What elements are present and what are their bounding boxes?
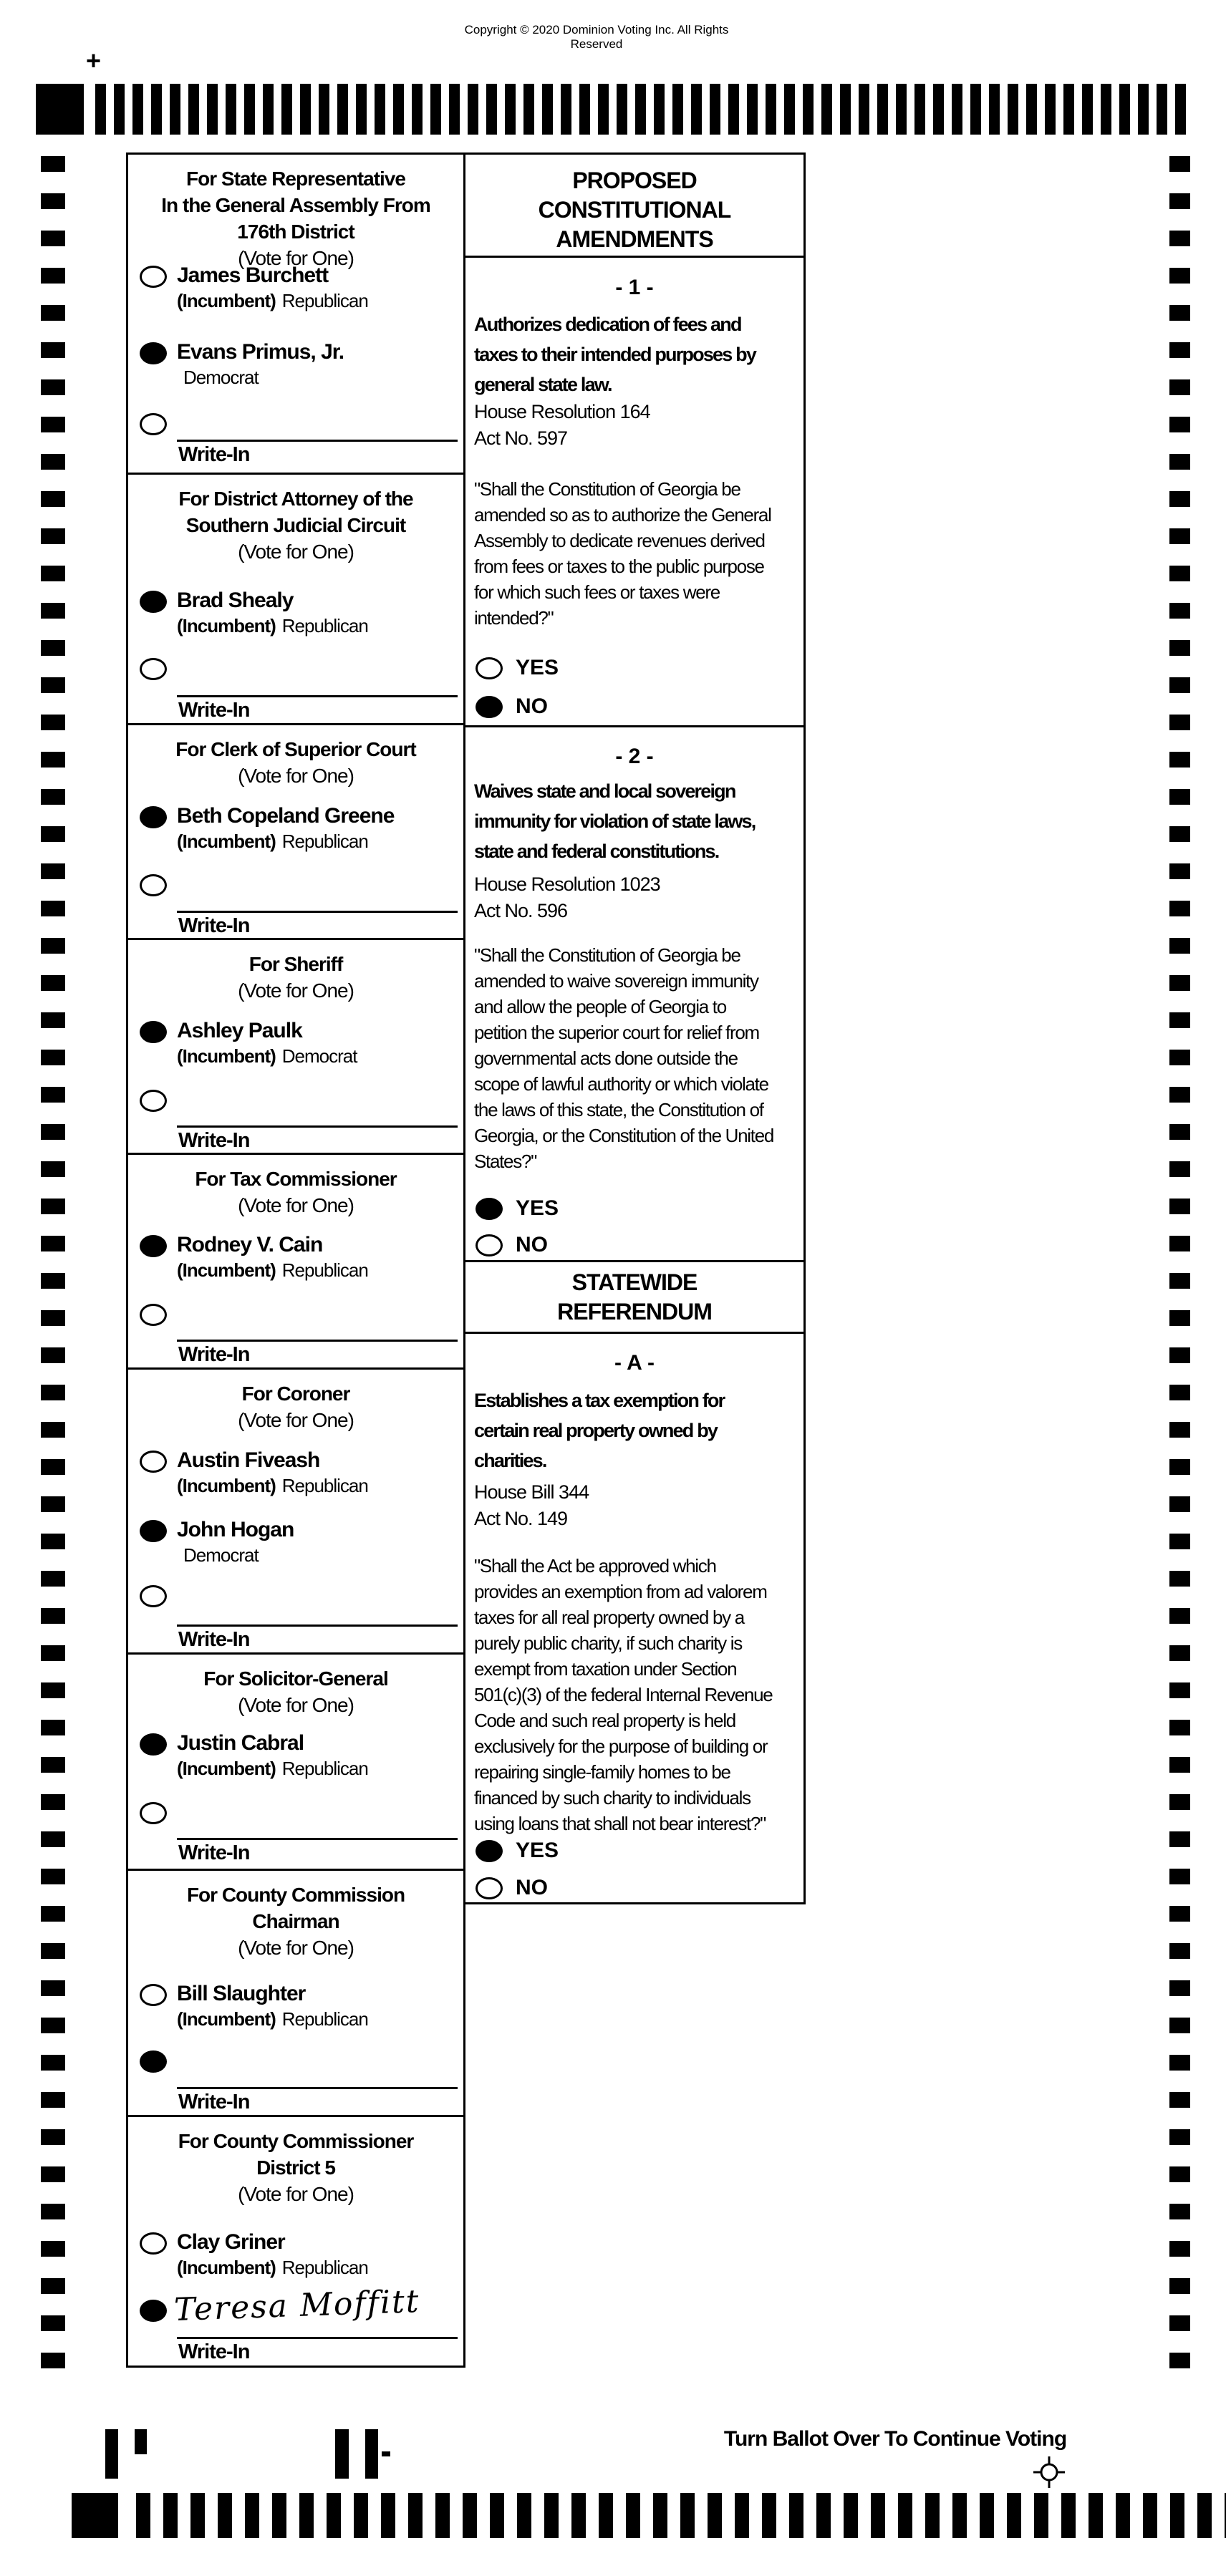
footer-barcode-mark [335, 2429, 349, 2479]
candidate-name: Ashley Paulk [177, 1019, 302, 1042]
race-title: For Coroner [241, 1383, 350, 1405]
write-in-handwriting: Teresa Moffitt [173, 2283, 421, 2328]
yes-oval[interactable] [476, 1198, 503, 1220]
measure-question: "Shall the Constitution of Georgia be amended so as to authorize the General Assembly to dedicate revenues derived from fees or taxes to the public purpose for which such fees or taxes were intended?" [474, 478, 771, 629]
ballot-oval[interactable] [140, 806, 167, 828]
candidate-party-line [177, 1757, 368, 1780]
yes-row [476, 656, 559, 680]
party-label: Republican [281, 1758, 368, 1779]
race-state-representative [126, 152, 465, 475]
yes-label: YES [516, 1196, 559, 1220]
candidate-row [140, 339, 344, 389]
yes-row [476, 1839, 559, 1863]
footer-barcode-mark [365, 2429, 378, 2479]
no-oval[interactable] [476, 1234, 503, 1256]
write-in-line[interactable] [177, 2087, 458, 2089]
candidate-name: John Hogan [177, 1518, 294, 1541]
candidate-row [140, 803, 394, 853]
vote-for-one-label: (Vote for One) [238, 1194, 354, 1216]
vote-for-one-label: (Vote for One) [238, 247, 354, 269]
ballot-oval[interactable] [140, 1520, 167, 1542]
write-in-oval[interactable] [140, 413, 167, 435]
write-in-oval[interactable] [140, 2300, 167, 2322]
write-in-label: Write-In [178, 1841, 250, 1864]
no-oval[interactable] [476, 1877, 503, 1899]
crosshair-registration-icon [1032, 2455, 1066, 2493]
party-label: Republican [281, 2257, 368, 2278]
write-in-line[interactable] [177, 911, 458, 913]
vote-for-one-label: (Vote for One) [238, 979, 354, 1002]
party-label: Republican [281, 831, 368, 852]
candidate-name: Evans Primus, Jr. [177, 340, 344, 364]
vote-for-one-label: (Vote for One) [238, 1694, 354, 1716]
candidate-party-line [177, 1045, 357, 1067]
candidate-name: Clay Griner [177, 2230, 285, 2254]
candidate-name: Bill Slaughter [177, 1982, 306, 2005]
ballot-oval[interactable] [140, 342, 167, 364]
incumbent-label: (Incumbent) [177, 2008, 276, 2030]
write-in-oval[interactable] [140, 1304, 167, 1326]
write-in-oval[interactable] [140, 1090, 167, 1112]
incumbent-label: (Incumbent) [177, 615, 276, 636]
ballot-oval[interactable] [140, 1984, 167, 2006]
candidate-party-line [177, 1474, 368, 1497]
race-solicitor-general [126, 1652, 465, 1871]
write-in-oval[interactable] [140, 2050, 167, 2073]
write-in-oval[interactable] [140, 1585, 167, 1607]
timing-marks-bottom [136, 2493, 1226, 2538]
race-coroner [126, 1367, 465, 1655]
candidate-party-line [177, 2256, 368, 2279]
incumbent-label: (Incumbent) [177, 1045, 276, 1067]
no-label: NO [516, 1233, 548, 1256]
turn-ballot-over-text: Turn Ballot Over To Continue Voting [723, 2427, 1067, 2451]
candidate-party-line [177, 1259, 368, 1282]
ballot-oval[interactable] [140, 266, 167, 288]
ballot-oval[interactable] [140, 1021, 167, 1043]
write-in-line[interactable] [177, 1838, 458, 1840]
amendments-header: PROPOSED CONSTITUTIONAL AMENDMENTS [538, 168, 731, 252]
measure-amendment-1 [463, 256, 806, 727]
race-title: For Sheriff [248, 953, 343, 975]
vote-for-one-label: (Vote for One) [238, 1937, 354, 1959]
timing-marks-right-edge [1169, 156, 1190, 2384]
candidate-row [140, 263, 368, 312]
referendum-header: STATEWIDE REFERENDUM [557, 1269, 712, 1325]
ballot-oval[interactable] [140, 1235, 167, 1257]
write-in-label: Write-In [178, 1628, 250, 1651]
party-label: Democrat [281, 1045, 357, 1067]
footer-barcode-mark [105, 2429, 118, 2479]
candidate-name: Beth Copeland Greene [177, 804, 395, 828]
candidate-party-line [177, 830, 394, 853]
yes-label: YES [516, 656, 559, 679]
measure-summary: Authorizes dedication of fees and taxes to their intended purposes by general state law. [474, 314, 756, 395]
timing-mark-block-top-left [36, 84, 84, 135]
measure-question: "Shall the Constitution of Georgia be amended to waive sovereign immunity and allow the people of Georgia to petition the superior court for relief from governmental acts done outside the scope of lawful authority or which violate the laws of this state, the Constitution of Georgia, or the Constitution of the United States?" [474, 944, 774, 1172]
vote-for-one-label: (Vote for One) [238, 765, 354, 787]
party-label: Republican [281, 290, 368, 311]
candidate-party-line [177, 289, 368, 312]
candidate-name: Rodney V. Cain [177, 1233, 323, 1256]
candidate-row [140, 2229, 368, 2279]
candidate-party-line [177, 1544, 294, 1567]
write-in-label: Write-In [178, 699, 250, 722]
write-in-line[interactable] [177, 695, 458, 697]
race-sheriff [126, 938, 465, 1155]
race-title: For County Commission Chairman [186, 1884, 405, 1932]
measure-amendment-2 [463, 725, 806, 1262]
incumbent-label: (Incumbent) [177, 2257, 276, 2278]
race-county-commission-chairman [126, 1869, 465, 2117]
race-tax-commissioner [126, 1153, 465, 1370]
candidate-name: Austin Fiveash [177, 1448, 320, 1472]
footer-barcode-mark [135, 2429, 147, 2454]
ballot-oval[interactable] [140, 591, 167, 613]
candidate-row [140, 1232, 368, 1282]
write-in-line[interactable] [177, 1624, 458, 1627]
measure-number: - A - [614, 1351, 655, 1375]
candidate-party-line [177, 614, 368, 637]
write-in-line[interactable] [177, 1125, 458, 1128]
write-in-label: Write-In [178, 914, 250, 937]
write-in-oval[interactable] [140, 874, 167, 896]
measure-number: - 1 - [615, 276, 654, 299]
yes-row [476, 1196, 559, 1221]
no-label: NO [516, 1876, 548, 1899]
ballot-oval[interactable] [140, 2232, 167, 2255]
vote-for-one-label: (Vote for One) [238, 1409, 354, 1431]
write-in-label: Write-In [178, 2340, 250, 2363]
copyright-text: Copyright © 2020 Dominion Voting Inc. All Rights Reserved [464, 23, 729, 51]
race-clerk-superior-court [126, 723, 465, 940]
party-label: Republican [281, 1259, 368, 1281]
timing-mark-block-bottom-left [72, 2493, 118, 2538]
incumbent-label: (Incumbent) [177, 831, 276, 852]
ballot-oval[interactable] [140, 1733, 167, 1756]
party-label: Republican [281, 615, 368, 636]
write-in-oval[interactable] [140, 1802, 167, 1824]
party-label: Republican [281, 2008, 368, 2030]
yes-label: YES [516, 1839, 559, 1862]
party-label: Republican [281, 1475, 368, 1496]
referendum-header-box [463, 1260, 806, 1334]
candidate-row [140, 1448, 368, 1497]
ballot-oval[interactable] [140, 1451, 167, 1473]
yes-oval[interactable] [476, 1840, 503, 1862]
no-label: NO [516, 694, 548, 718]
footer-dash-mark [382, 2451, 390, 2456]
race-title: For District Attorney of the Southern Judicial Circuit [178, 488, 413, 536]
no-row [476, 1876, 548, 1900]
race-title: For Solicitor-General [203, 1667, 388, 1690]
race-title: For Tax Commissioner [195, 1168, 397, 1190]
candidate-name: Justin Cabral [177, 1731, 304, 1755]
write-in-line[interactable] [177, 440, 458, 442]
candidate-name: Brad Shealy [177, 589, 294, 612]
measure-summary: Waives state and local sovereign immunity for violation of state laws, state and federal constitutions. [474, 780, 756, 862]
candidate-name: James Burchett [177, 263, 329, 287]
candidate-row [140, 1018, 357, 1067]
registration-plus-mark: + [86, 46, 102, 75]
vote-for-one-label: (Vote for One) [238, 2183, 354, 2205]
yes-oval[interactable] [476, 657, 503, 679]
candidate-row [140, 1730, 368, 1780]
incumbent-label: (Incumbent) [177, 290, 276, 311]
candidate-party-line [177, 2008, 368, 2030]
timing-marks-left-edge [41, 156, 65, 2384]
write-in-line[interactable] [177, 1340, 458, 1342]
write-in-line[interactable] [177, 2337, 458, 2339]
measure-citation: House Resolution 164 Act No. 597 [474, 401, 650, 449]
candidate-row [140, 1981, 368, 2030]
incumbent-label: (Incumbent) [177, 1259, 276, 1281]
candidate-row [140, 588, 368, 637]
party-label: Democrat [183, 367, 259, 388]
write-in-label: Write-In [178, 1343, 250, 1366]
candidate-party-line [177, 366, 344, 389]
race-title: For State Representative In the General Assembly From 176th District [161, 168, 430, 243]
measure-number: - 2 - [615, 745, 654, 768]
measure-referendum-a [463, 1332, 806, 1904]
amendments-header-box [463, 152, 806, 258]
timing-marks-top [95, 84, 1190, 135]
race-title: For County Commissioner District 5 [178, 2130, 414, 2179]
race-title: For Clerk of Superior Court [175, 738, 416, 760]
candidate-row [140, 1517, 294, 1567]
measure-summary: Establishes a tax exemption for certain real property owned by charities. [474, 1390, 725, 1471]
incumbent-label: (Incumbent) [177, 1758, 276, 1779]
vote-for-one-label: (Vote for One) [238, 541, 354, 563]
measure-citation: House Resolution 1023 Act No. 596 [474, 873, 660, 921]
measure-citation: House Bill 344 Act No. 149 [474, 1481, 589, 1529]
no-oval[interactable] [476, 696, 503, 718]
write-in-label: Write-In [178, 443, 250, 466]
write-in-label: Write-In [178, 2091, 250, 2113]
no-row [476, 694, 548, 719]
measure-question: "Shall the Act be approved which provides an exemption from ad valorem taxes for all real property owned by a purely public charity, if such charity is exempt from taxation under Section 501(c)(3) of the federal Internal Revenue Code and such real property is held exclusively for the purpose of building or repairing single-family homes to be financed by such charity to individuals using loans that shall not bear interest?" [474, 1555, 773, 1834]
party-label: Democrat [183, 1544, 259, 1566]
incumbent-label: (Incumbent) [177, 1475, 276, 1496]
write-in-oval[interactable] [140, 658, 167, 680]
write-in-label: Write-In [178, 1129, 250, 1152]
race-district-attorney [126, 473, 465, 725]
race-county-commissioner-district-5 [126, 2115, 465, 2368]
no-row [476, 1233, 548, 1257]
